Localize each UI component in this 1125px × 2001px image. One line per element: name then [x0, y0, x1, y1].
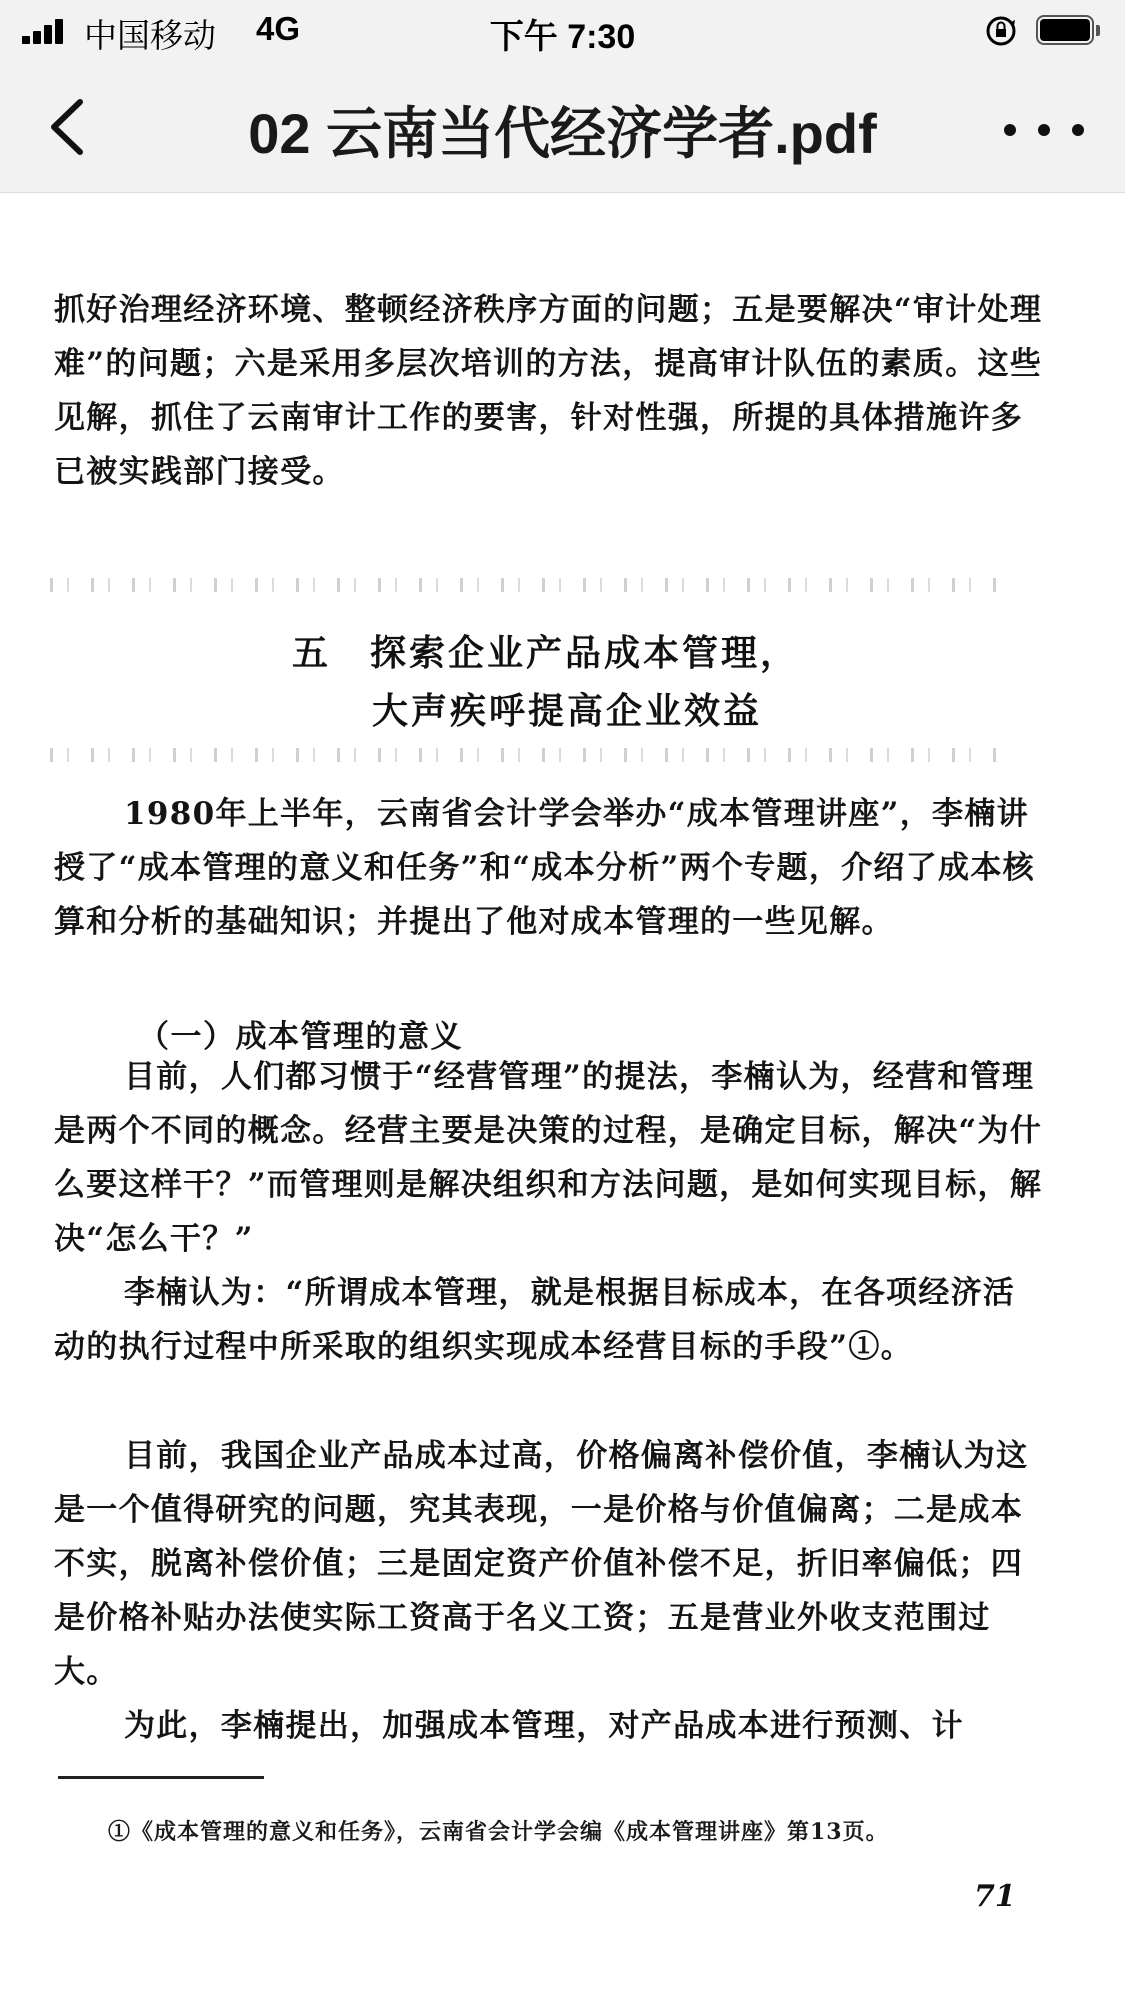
paragraph: 李楠认为：“所谓成本管理，就是根据目标成本，在各项经济活动的执行过程中所采取的组织实现成本经营目标的手段”①。 — [54, 1275, 1016, 1365]
carrier-name: 中国移动 — [84, 17, 216, 54]
chevron-left-icon — [40, 92, 100, 162]
back-button[interactable] — [40, 92, 100, 162]
paragraph: 目前，我国企业产品成本过高，价格偏离补偿价值，李楠认为这是一个值得研究的问题，究其表现，一是价格与价值偏离；二是成本不实，脱离补偿价值；三是固定资产价值补偿不足，折旧率偏低；四是价格补贴办法使实际工资高于名义工资；五是营业外收支范围过大。 — [54, 1438, 1029, 1690]
network-type: 4G — [256, 10, 301, 47]
battery-icon — [1036, 15, 1100, 47]
paragraph: 抓好治理经济环境、整顿经济秩序方面的问题；五是要解决“审计处理难”的问题；六是采用多层次培训的方法，提高审计队伍的素质。这些见解，抓住了云南审计工作的要害，针对性强，所提的具体措施许多已被实践部门接受。 — [54, 292, 1043, 490]
status-bar — [0, 0, 1125, 62]
scan-noise — [50, 748, 1010, 762]
nav-bar — [0, 62, 1125, 193]
footnote-divider — [58, 1776, 264, 1779]
scan-noise — [50, 578, 1010, 592]
paragraph: 为此，李楠提出，加强成本管理，对产品成本进行预测、计 — [124, 1708, 964, 1744]
section-heading-line2: 大声疾呼提高企业效益 — [372, 690, 763, 732]
ellipsis-icon — [1004, 124, 1016, 136]
page-number: 71 — [974, 1879, 1016, 1914]
footnote: ①《成本管理的意义和任务》，云南省会计学会编《成本管理讲座》第13页。 — [108, 1819, 889, 1845]
rotation-lock-icon — [984, 14, 1018, 48]
subsection-heading: （一）成本管理的意义 — [138, 1019, 463, 1055]
section-heading: 五 探索企业产品成本管理， — [292, 632, 800, 674]
pdf-page — [0, 193, 1125, 2001]
status-time: 下午 7:30 — [489, 18, 636, 56]
more-options-button[interactable] — [996, 98, 1106, 158]
paragraph: 目前，人们都习惯于“经营管理”的提法，李楠认为，经营和管理是两个不同的概念。经营主要是决策的过程，是确定目标，解决“为什么要这样干？”而管理则是解决组织和方法问题，是如何实现目标，解决“怎么干？” — [54, 1059, 1043, 1257]
paragraph: 1980年上半年，云南省会计学会举办“成本管理讲座”，李楠讲授了“成本管理的意义和任务”和“成本分析”两个专题，介绍了成本核算和分析的基础知识；并提出了他对成本管理的一些见解。 — [54, 796, 1035, 940]
document-title: 02 云南当代经济学者.pdf — [248, 102, 877, 165]
